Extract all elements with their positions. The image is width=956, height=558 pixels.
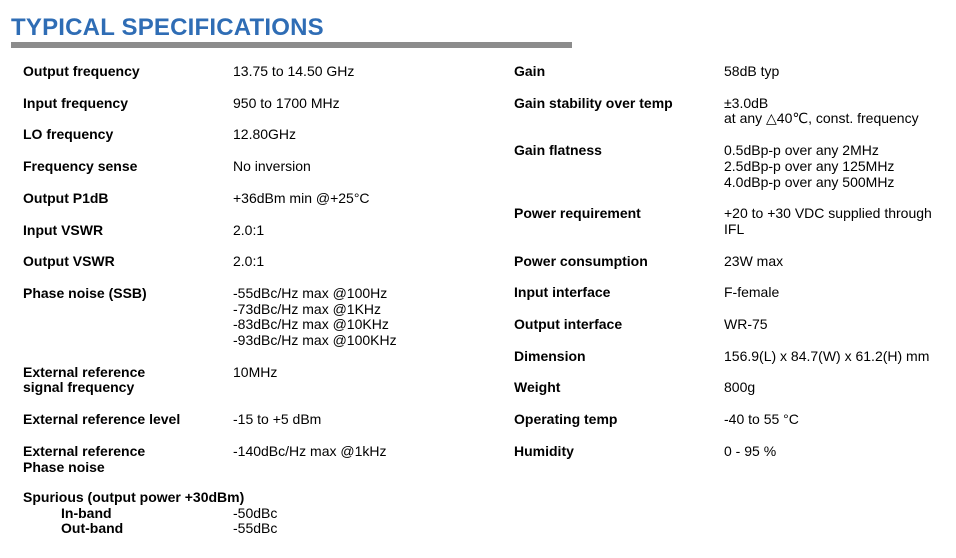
spurious-title: Spurious (output power +30dBm) bbox=[23, 489, 245, 505]
spec-value-line: 0 - 95 % bbox=[724, 442, 777, 459]
page-title: TYPICAL SPECIFICATIONS bbox=[11, 14, 324, 41]
spec-row bbox=[514, 206, 944, 237]
title-rule bbox=[11, 42, 572, 48]
spec-label-line: signal frequency bbox=[23, 379, 135, 396]
spec-label-line: Input interface bbox=[514, 284, 611, 301]
spec-label bbox=[23, 444, 233, 475]
spec-value-line: +36dBm min @+25°C bbox=[233, 189, 370, 206]
spec-value-line: -140dBc/Hz max @1kHz bbox=[233, 442, 387, 459]
spec-value-line: -83dBc/Hz max @10KHz bbox=[233, 316, 389, 333]
spec-label bbox=[23, 159, 233, 175]
spec-label-line: Input VSWR bbox=[23, 221, 104, 238]
spec-label-line: Input frequency bbox=[23, 94, 129, 111]
spec-row bbox=[23, 127, 483, 143]
spec-value-line: 156.9(L) x 84.7(W) x 61.2(H) mm bbox=[724, 347, 930, 364]
spec-value bbox=[724, 285, 944, 301]
spec-value-line: ±3.0dB bbox=[724, 94, 769, 111]
spec-label bbox=[23, 96, 233, 112]
spec-value-line: -73dBc/Hz max @1KHz bbox=[233, 300, 382, 317]
spec-label bbox=[514, 254, 724, 270]
spec-value bbox=[233, 254, 483, 270]
spec-label bbox=[514, 412, 724, 428]
spec-value-line: IFL bbox=[724, 220, 745, 237]
spec-value-line: 12.80GHz bbox=[233, 126, 297, 143]
spec-label bbox=[23, 254, 233, 270]
spec-row bbox=[23, 191, 483, 207]
spec-row bbox=[514, 444, 944, 460]
spec-row bbox=[23, 444, 483, 475]
spec-row bbox=[514, 317, 944, 333]
spec-label bbox=[514, 317, 724, 333]
spec-row bbox=[514, 64, 944, 80]
spec-value-line: -55dBc/Hz max @100Hz bbox=[233, 284, 388, 301]
spec-label bbox=[23, 64, 233, 80]
spec-label bbox=[514, 444, 724, 460]
spec-label bbox=[514, 206, 724, 237]
spec-label-line: Operating temp bbox=[514, 411, 618, 428]
spec-value-line: 23W max bbox=[724, 252, 784, 269]
spec-label-line: External reference bbox=[23, 363, 146, 380]
spec-row bbox=[514, 143, 944, 190]
spurious-row-in-band bbox=[23, 506, 277, 522]
spec-value bbox=[724, 317, 944, 333]
spec-row bbox=[514, 412, 944, 428]
spec-value bbox=[724, 96, 944, 127]
spec-value-line: -93dBc/Hz max @100KHz bbox=[233, 332, 397, 349]
left-spec-column bbox=[23, 64, 483, 475]
spec-label bbox=[514, 96, 724, 127]
spec-label bbox=[514, 64, 724, 80]
spec-row bbox=[514, 349, 944, 365]
spec-label-line: Output frequency bbox=[23, 63, 140, 79]
spec-label-line: Phase noise (SSB) bbox=[23, 284, 147, 301]
spec-value-line: -40 to 55 °C bbox=[724, 411, 799, 428]
spec-label-line: Output P1dB bbox=[23, 189, 109, 206]
spec-label-line: Frequency sense bbox=[23, 158, 138, 175]
spec-value-line: No inversion bbox=[233, 158, 311, 175]
spec-value-line: 4.0dBp-p over any 500MHz bbox=[724, 173, 895, 190]
spec-value bbox=[724, 412, 944, 428]
spec-label bbox=[23, 412, 233, 428]
spec-value bbox=[233, 286, 483, 349]
spec-value-line: 2.5dBp-p over any 125MHz bbox=[724, 157, 895, 174]
spec-row bbox=[514, 380, 944, 396]
spec-row bbox=[514, 254, 944, 270]
spec-value-line: 0.5dBp-p over any 2MHz bbox=[724, 142, 879, 159]
spec-label-line: Humidity bbox=[514, 442, 574, 459]
spec-value bbox=[233, 412, 483, 428]
spec-value bbox=[233, 365, 483, 396]
spec-value bbox=[233, 191, 483, 207]
spec-label-line: External reference level bbox=[23, 411, 181, 428]
spec-value bbox=[724, 349, 944, 365]
spec-label bbox=[23, 223, 233, 239]
spec-value-line: 950 to 1700 MHz bbox=[233, 94, 340, 111]
spurious-label: Out-band bbox=[61, 520, 124, 537]
spec-label-line: LO frequency bbox=[23, 126, 114, 143]
spec-value bbox=[233, 64, 483, 80]
spec-label bbox=[514, 380, 724, 396]
spec-value bbox=[233, 444, 483, 475]
spec-value-line: 2.0:1 bbox=[233, 253, 265, 270]
spec-label-line: Dimension bbox=[514, 347, 586, 364]
spurious-value: -55dBc bbox=[233, 520, 278, 537]
spec-row bbox=[23, 159, 483, 175]
spec-value-line: 10MHz bbox=[233, 363, 278, 380]
spec-value bbox=[724, 64, 944, 80]
spec-value bbox=[233, 127, 483, 143]
spec-label bbox=[23, 127, 233, 143]
spec-value bbox=[233, 223, 483, 239]
spec-value-line: 13.75 to 14.50 GHz bbox=[233, 63, 355, 79]
spec-row bbox=[23, 96, 483, 112]
spec-row bbox=[23, 254, 483, 270]
spec-label bbox=[514, 143, 724, 190]
spec-value-line: WR-75 bbox=[724, 316, 768, 333]
spec-label-line: Gain flatness bbox=[514, 142, 602, 159]
spec-label bbox=[23, 191, 233, 207]
spec-label-line: Output interface bbox=[514, 316, 623, 333]
spec-label bbox=[514, 349, 724, 365]
spurious-value: -50dBc bbox=[233, 504, 278, 521]
spec-label-line: Phase noise bbox=[23, 458, 105, 475]
spec-value bbox=[233, 159, 483, 175]
spec-value bbox=[724, 444, 944, 460]
spurious-section bbox=[23, 490, 277, 537]
spurious-label: In-band bbox=[61, 504, 112, 521]
spec-label bbox=[514, 285, 724, 301]
spec-label-line: Gain stability over temp bbox=[514, 94, 673, 111]
spec-label bbox=[23, 286, 233, 349]
spec-value bbox=[724, 380, 944, 396]
spec-label-line: Power consumption bbox=[514, 252, 648, 269]
spec-value-line: 58dB typ bbox=[724, 63, 780, 79]
right-spec-column bbox=[514, 64, 944, 460]
spec-value bbox=[724, 206, 944, 237]
spec-value-line: -15 to +5 dBm bbox=[233, 411, 322, 428]
spec-label-line: Gain bbox=[514, 63, 546, 79]
spec-value-line: F-female bbox=[724, 284, 780, 301]
spec-value bbox=[724, 254, 944, 270]
spec-value bbox=[233, 96, 483, 112]
spurious-row-out-band bbox=[23, 521, 277, 537]
spec-row bbox=[514, 285, 944, 301]
spec-label bbox=[23, 365, 233, 396]
spec-row bbox=[23, 365, 483, 396]
spec-label-line: Power requirement bbox=[514, 205, 641, 222]
spec-row bbox=[23, 223, 483, 239]
spec-row bbox=[23, 412, 483, 428]
spec-value-line: +20 to +30 VDC supplied through bbox=[724, 205, 932, 222]
spec-value-line: 2.0:1 bbox=[233, 221, 265, 238]
spec-label-line: Output VSWR bbox=[23, 253, 115, 270]
spec-label-line: External reference bbox=[23, 442, 146, 459]
spec-label-line: Weight bbox=[514, 379, 561, 396]
spec-value-line: at any △40℃, const. frequency bbox=[724, 110, 919, 127]
spec-value bbox=[724, 143, 944, 190]
spec-value-line: 800g bbox=[724, 379, 756, 396]
spec-row bbox=[23, 64, 483, 80]
spec-row bbox=[23, 286, 483, 349]
spec-row bbox=[514, 96, 944, 127]
